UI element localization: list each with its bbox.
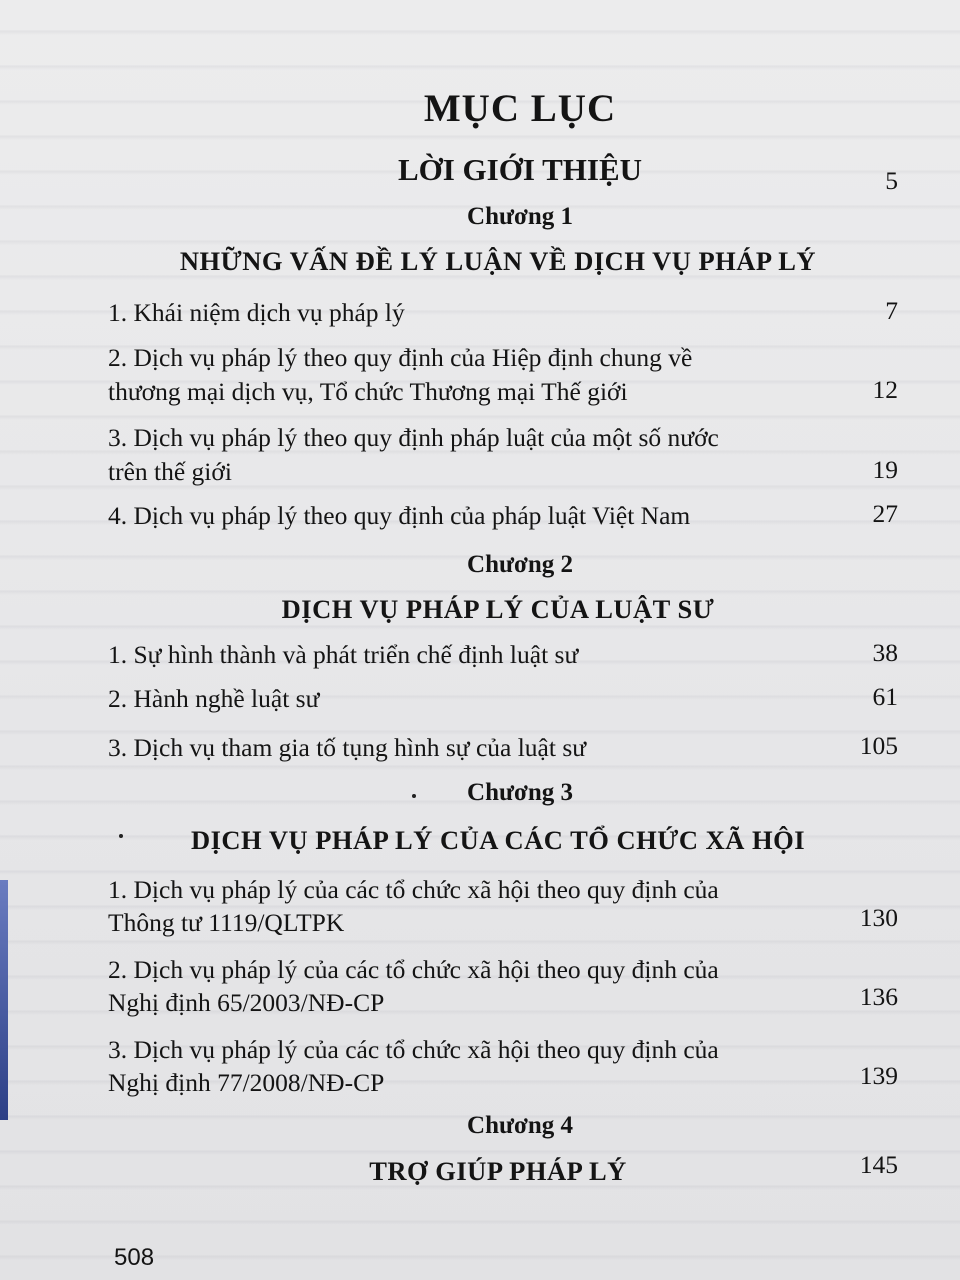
toc-entry-1-3-cont: trên thế giới bbox=[108, 457, 232, 486]
toc-entry-1-3: 3. Dịch vụ pháp lý theo quy định pháp luật của một số nước bbox=[108, 423, 719, 452]
chapter-2-title: DỊCH VỤ PHÁP LÝ CỦA LUẬT SƯ bbox=[281, 594, 715, 624]
chapter-4-page-number: 145 bbox=[859, 1150, 898, 1179]
chapter-2-label: Chương 2 bbox=[467, 551, 573, 578]
intro-page-number: 5 bbox=[885, 166, 898, 195]
toc-entry-1-2-cont: thương mại dịch vụ, Tổ chức Thương mại Thế giới bbox=[108, 377, 628, 406]
chapter-4-label: Chương 4 bbox=[467, 1112, 573, 1139]
chapter-3-label: Chương 3 bbox=[467, 779, 573, 806]
toc-entry-3-3: 3. Dịch vụ pháp lý của các tổ chức xã hội theo quy định của bbox=[108, 1035, 719, 1064]
chapter-1-title: NHỮNG VẤN ĐỀ LÝ LUẬN VỀ DỊCH VỤ PHÁP LÝ bbox=[179, 246, 817, 276]
toc-entry-1-1: 1. Khái niệm dịch vụ pháp lý bbox=[108, 298, 405, 327]
chapter-4-title: TRỢ GIÚP PHÁP LÝ bbox=[369, 1156, 627, 1186]
intro-heading: LỜI GIỚI THIỆU bbox=[397, 152, 643, 187]
toc-entry-2-2-page: 61 bbox=[872, 682, 898, 711]
folio-page-number: 508 bbox=[114, 1244, 155, 1271]
page-title: MỤC LỤC bbox=[423, 87, 617, 130]
toc-entry-2-1-page: 38 bbox=[872, 638, 898, 667]
toc-entry-2-2: 2. Hành nghề luật sư bbox=[108, 684, 320, 713]
toc-entry-3-3-cont: Nghị định 77/2008/NĐ-CP bbox=[108, 1068, 385, 1097]
toc-entry-1-4-page: 27 bbox=[872, 499, 898, 528]
toc-entry-2-1: 1. Sự hình thành và phát triển chế định luật sư bbox=[108, 640, 579, 669]
toc-entry-1-2-page: 12 bbox=[872, 375, 898, 404]
book-spine-edge bbox=[0, 880, 8, 1120]
chapter-3-title: DỊCH VỤ PHÁP LÝ CỦA CÁC TỔ CHỨC XÃ HỘI bbox=[190, 825, 806, 855]
toc-entry-3-1: 1. Dịch vụ pháp lý của các tổ chức xã hội theo quy định của bbox=[108, 875, 719, 904]
toc-entry-2-3-page: 105 bbox=[859, 731, 898, 760]
chapter-1-label: Chương 1 bbox=[467, 203, 573, 230]
toc-entry-3-2-cont: Nghị định 65/2003/NĐ-CP bbox=[108, 988, 385, 1017]
toc-entry-1-3-page: 19 bbox=[872, 455, 898, 484]
toc-entry-1-2: 2. Dịch vụ pháp lý theo quy định của Hiệp định chung về bbox=[108, 343, 693, 372]
toc-entry-3-3-page: 139 bbox=[859, 1061, 898, 1090]
toc-entry-3-1-page: 130 bbox=[859, 903, 898, 932]
toc-entry-1-1-page: 7 bbox=[885, 296, 898, 325]
toc-entry-1-4: 4. Dịch vụ pháp lý theo quy định của pháp luật Việt Nam bbox=[108, 501, 691, 530]
toc-entry-3-2-page: 136 bbox=[859, 982, 898, 1011]
toc-entry-3-2: 2. Dịch vụ pháp lý của các tổ chức xã hội theo quy định của bbox=[108, 955, 719, 984]
toc-entry-3-1-cont: Thông tư 1119/QLTPK bbox=[108, 908, 345, 937]
toc-entry-2-3: 3. Dịch vụ tham gia tố tụng hình sự của luật sư bbox=[108, 733, 587, 762]
